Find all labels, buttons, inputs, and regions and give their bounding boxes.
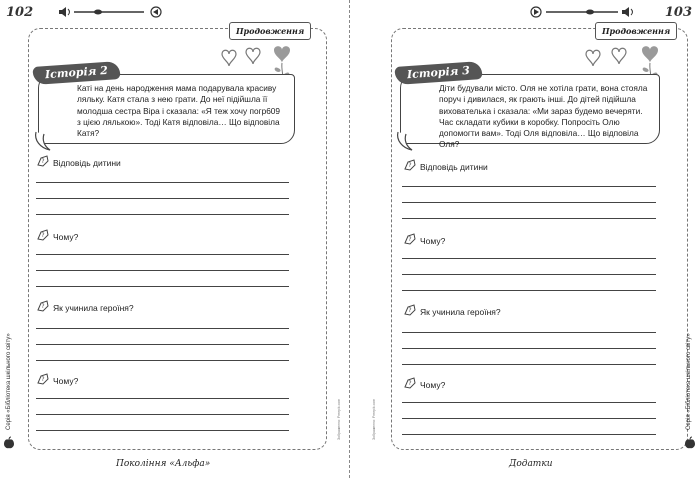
answer-line[interactable] <box>402 332 656 333</box>
answer-line[interactable] <box>36 328 289 329</box>
page-footer: Додатки <box>509 459 553 469</box>
answer-line[interactable] <box>36 214 289 215</box>
answer-line[interactable] <box>36 254 289 255</box>
question-label: Як учинила героїня? <box>53 303 134 313</box>
story-box <box>400 63 660 150</box>
svg-text:?: ? <box>408 236 412 243</box>
story-title: Історія 3 <box>394 61 482 85</box>
series-label: Серія «Бібліотека шкільного світу» <box>6 333 12 430</box>
speaker-icon[interactable] <box>59 7 70 17</box>
audio-progress-knob[interactable] <box>586 10 594 15</box>
story-text: Діти будували місто. Оля не хотіла грати, вона стояла поруч і дивилася, як грають інші. До дітей підійшла вихователька і сказала: «Ми зараз будемо вечеряти. Час складати кубики в коробку. Попросіть Олю допомогти вам». Тоді Оля відповіла… Що відповіла Оля? <box>439 83 648 150</box>
audio-player[interactable] <box>58 6 163 18</box>
svg-text:?: ? <box>41 158 45 165</box>
question-label: Як учинила героїня? <box>420 307 501 317</box>
page-footer: Покоління «Альфа» <box>116 459 211 469</box>
question-hand-icon <box>36 299 50 313</box>
question-hand-icon <box>403 158 417 172</box>
svg-text:?: ? <box>41 232 45 239</box>
question-hand-icon <box>403 232 417 246</box>
answer-line[interactable] <box>402 364 656 365</box>
page-curl-decoration <box>32 130 62 152</box>
audio-progress-knob[interactable] <box>94 10 102 15</box>
page-curl-decoration <box>394 130 424 152</box>
left-page <box>0 0 349 478</box>
answer-line[interactable] <box>402 418 656 419</box>
question-label: Чому? <box>420 380 446 390</box>
question-hand-icon <box>403 303 417 317</box>
question-hand-icon <box>36 154 50 168</box>
answer-line[interactable] <box>36 198 289 199</box>
play-icon[interactable] <box>151 7 161 17</box>
continuation-tag: Продовження <box>229 22 311 40</box>
question-hand-icon <box>36 372 50 386</box>
svg-text:?: ? <box>41 303 45 310</box>
answer-line[interactable] <box>402 274 656 275</box>
continuation-tag: Продовження <box>595 22 677 40</box>
question-label: Чому? <box>53 232 79 242</box>
apple-logo-icon <box>3 436 15 449</box>
page-number: 102 <box>6 5 34 20</box>
answer-line[interactable] <box>402 402 656 403</box>
svg-text:?: ? <box>408 380 412 387</box>
story-box <box>38 63 295 144</box>
series-label: Серія «Бібліотека шкільного світу» <box>686 333 692 430</box>
answer-line[interactable] <box>402 258 656 259</box>
answer-line[interactable] <box>36 430 289 431</box>
page-spread-divider <box>349 0 350 478</box>
svg-text:?: ? <box>408 307 412 314</box>
answer-line[interactable] <box>402 434 656 435</box>
story-title: Історія 2 <box>32 61 120 85</box>
svg-text:?: ? <box>408 162 412 169</box>
answer-line[interactable] <box>402 218 656 219</box>
question-label: Чому? <box>53 376 79 386</box>
answer-line[interactable] <box>36 360 289 361</box>
answer-line[interactable] <box>402 290 656 291</box>
apple-logo-icon <box>684 436 696 449</box>
question-label: Відповідь дитини <box>420 162 488 172</box>
answer-line[interactable] <box>36 414 289 415</box>
answer-line[interactable] <box>402 186 656 187</box>
answer-line[interactable] <box>36 398 289 399</box>
speaker-icon[interactable] <box>622 7 633 17</box>
answer-line[interactable] <box>36 286 289 287</box>
answer-line[interactable] <box>36 270 289 271</box>
image-credit: Зображення: Freepik.com <box>337 398 341 440</box>
question-hand-icon <box>36 228 50 242</box>
question-label: Чому? <box>420 236 446 246</box>
play-icon[interactable] <box>531 7 541 17</box>
image-credit: Зображення: Freepik.com <box>372 398 376 440</box>
answer-line[interactable] <box>402 348 656 349</box>
question-label: Відповідь дитини <box>53 158 121 168</box>
page-number: 103 <box>664 5 692 20</box>
question-hand-icon <box>403 376 417 390</box>
story-text: Каті на день народження мама подарувала красиву ляльку. Катя стала з нею грати. До неї підійшла її молодша сестра Віра і сказала: «Я теж хочу погр609 з цією лялькою». Тоді Катя відповіла… Що відповіла Катя? <box>77 83 281 139</box>
right-page <box>351 0 700 478</box>
audio-player[interactable] <box>530 6 636 18</box>
answer-line[interactable] <box>402 202 656 203</box>
svg-text:?: ? <box>41 376 45 383</box>
answer-line[interactable] <box>36 344 289 345</box>
answer-line[interactable] <box>36 182 289 183</box>
